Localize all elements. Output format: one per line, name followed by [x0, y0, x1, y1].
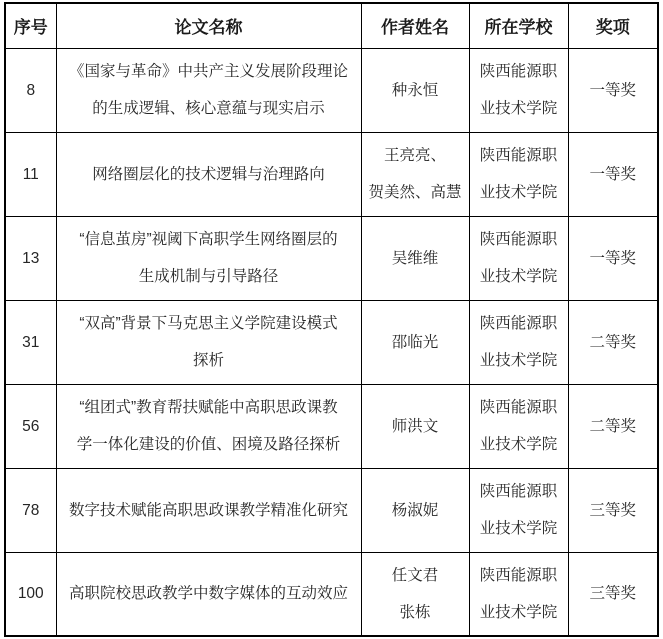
table-row — [5, 132, 658, 216]
cell-paper-title: “双高”背景下马克思主义学院建设模式 探析 — [56, 300, 361, 384]
cell-school: 陕西能源职 业技术学院 — [469, 132, 568, 216]
cell-paper-title: 网络圈层化的技术逻辑与治理路向 — [56, 132, 361, 216]
header-cell-authors: 作者姓名 — [361, 3, 469, 48]
cell-serial-number: 56 — [5, 384, 56, 468]
cell-award: 二等奖 — [568, 300, 658, 384]
header-cell-title: 论文名称 — [56, 3, 361, 48]
table-row — [5, 216, 658, 300]
cell-author-names: 邵临光 — [361, 300, 469, 384]
cell-serial-number: 31 — [5, 300, 56, 384]
cell-author-names: 任文君 张栋 — [361, 552, 469, 636]
awards-table-container — [4, 2, 657, 637]
table-body — [5, 48, 658, 636]
cell-award: 三等奖 — [568, 468, 658, 552]
header-cell-no: 序号 — [5, 3, 56, 48]
cell-school: 陕西能源职 业技术学院 — [469, 216, 568, 300]
cell-paper-title: 高职院校思政教学中数字媒体的互动效应 — [56, 552, 361, 636]
cell-award: 二等奖 — [568, 384, 658, 468]
cell-award: 三等奖 — [568, 552, 658, 636]
cell-author-names: 种永恒 — [361, 48, 469, 132]
cell-serial-number: 11 — [5, 132, 56, 216]
awards-table — [4, 2, 659, 637]
cell-paper-title: “信息茧房”视阈下高职学生网络圈层的 生成机制与引导路径 — [56, 216, 361, 300]
table-row — [5, 552, 658, 636]
cell-author-names: 杨淑妮 — [361, 468, 469, 552]
cell-author-names: 王亮亮、 贺美然、高慧 — [361, 132, 469, 216]
cell-serial-number: 78 — [5, 468, 56, 552]
header-cell-school: 所在学校 — [469, 3, 568, 48]
cell-author-names: 师洪文 — [361, 384, 469, 468]
cell-paper-title: 《国家与革命》中共产主义发展阶段理论 的生成逻辑、核心意蕴与现实启示 — [56, 48, 361, 132]
table-row — [5, 48, 658, 132]
table-row — [5, 384, 658, 468]
cell-school: 陕西能源职 业技术学院 — [469, 300, 568, 384]
cell-award: 一等奖 — [568, 132, 658, 216]
cell-award: 一等奖 — [568, 216, 658, 300]
header-row — [5, 3, 658, 48]
cell-award: 一等奖 — [568, 48, 658, 132]
table-row — [5, 468, 658, 552]
cell-school: 陕西能源职 业技术学院 — [469, 48, 568, 132]
cell-serial-number: 8 — [5, 48, 56, 132]
cell-author-names: 吴维维 — [361, 216, 469, 300]
cell-paper-title: “组团式”教育帮扶赋能中高职思政课教 学一体化建设的价值、困境及路径探析 — [56, 384, 361, 468]
cell-paper-title: 数字技术赋能高职思政课教学精准化研究 — [56, 468, 361, 552]
table-row — [5, 300, 658, 384]
cell-school: 陕西能源职 业技术学院 — [469, 384, 568, 468]
cell-school: 陕西能源职 业技术学院 — [469, 552, 568, 636]
cell-serial-number: 100 — [5, 552, 56, 636]
cell-school: 陕西能源职 业技术学院 — [469, 468, 568, 552]
header-cell-award: 奖项 — [568, 3, 658, 48]
cell-serial-number: 13 — [5, 216, 56, 300]
